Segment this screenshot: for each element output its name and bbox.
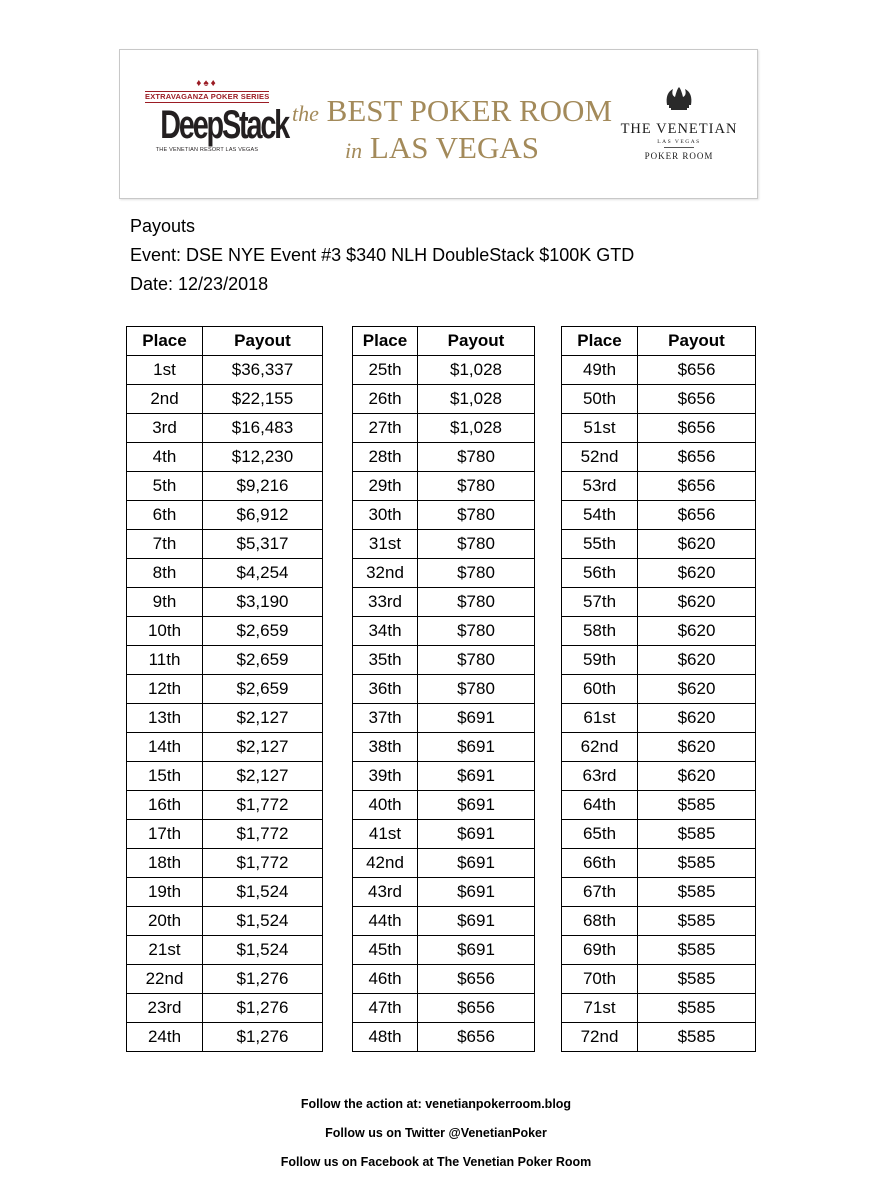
place-cell: 21st <box>127 936 203 965</box>
place-cell: 3rd <box>127 414 203 443</box>
place-cell: 14th <box>127 733 203 762</box>
table-row <box>353 791 535 820</box>
place-cell: 46th <box>353 965 418 994</box>
table-row <box>127 472 323 501</box>
payout-cell: $2,127 <box>203 762 323 791</box>
deepstack-brand: DeepStack <box>160 103 289 147</box>
table-row <box>353 443 535 472</box>
payout-cell: $780 <box>418 472 535 501</box>
place-cell: 51st <box>562 414 638 443</box>
place-cell: 54th <box>562 501 638 530</box>
place-cell: 8th <box>127 559 203 588</box>
payout-cell: $656 <box>418 1023 535 1052</box>
table-row <box>562 936 756 965</box>
place-cell: 5th <box>127 472 203 501</box>
event-name: Event: DSE NYE Event #3 $340 NLH DoubleStack $100K GTD <box>130 245 635 265</box>
place-cell: 27th <box>353 414 418 443</box>
table-row <box>562 385 756 414</box>
payout-cell: $585 <box>638 878 756 907</box>
place-cell: 57th <box>562 588 638 617</box>
payout-column-header: Payout <box>638 327 756 356</box>
place-cell: 1st <box>127 356 203 385</box>
table-row <box>353 907 535 936</box>
payout-cell: $691 <box>418 733 535 762</box>
payout-cell: $585 <box>638 936 756 965</box>
payout-cell: $6,912 <box>203 501 323 530</box>
payout-cell: $1,772 <box>203 820 323 849</box>
place-cell: 67th <box>562 878 638 907</box>
place-cell: 68th <box>562 907 638 936</box>
table-row <box>562 820 756 849</box>
table-row <box>353 646 535 675</box>
place-cell: 29th <box>353 472 418 501</box>
payout-cell: $585 <box>638 907 756 936</box>
place-cell: 35th <box>353 646 418 675</box>
place-cell: 58th <box>562 617 638 646</box>
table-row <box>562 646 756 675</box>
place-cell: 31st <box>353 530 418 559</box>
winged-lion-icon <box>659 83 699 113</box>
table-row <box>562 762 756 791</box>
table-row <box>127 994 323 1023</box>
payout-cell: $1,524 <box>203 936 323 965</box>
table-row <box>353 530 535 559</box>
place-cell: 4th <box>127 443 203 472</box>
table-row <box>127 762 323 791</box>
slogan-line-2: in LAS VEGAS <box>345 130 539 165</box>
footer-blog-link: Follow the action at: venetianpokerroom.blog <box>300 1097 572 1111</box>
place-cell: 19th <box>127 878 203 907</box>
payout-cell: $585 <box>638 791 756 820</box>
venetian-room: POKER ROOM <box>644 151 714 161</box>
table-row <box>562 617 756 646</box>
payout-cell: $1,028 <box>418 356 535 385</box>
payout-table-2 <box>352 326 535 1052</box>
payout-table-3 <box>561 326 756 1052</box>
payout-cell: $12,230 <box>203 443 323 472</box>
payout-cell: $780 <box>418 530 535 559</box>
payout-cell: $585 <box>638 1023 756 1052</box>
payout-cell: $1,524 <box>203 907 323 936</box>
place-cell: 55th <box>562 530 638 559</box>
table-row <box>353 385 535 414</box>
place-cell: 20th <box>127 907 203 936</box>
payout-cell: $656 <box>418 994 535 1023</box>
payout-cell: $1,524 <box>203 878 323 907</box>
table-row <box>353 472 535 501</box>
table-row <box>127 559 323 588</box>
place-cell: 65th <box>562 820 638 849</box>
place-cell: 34th <box>353 617 418 646</box>
place-cell: 28th <box>353 443 418 472</box>
table-row <box>353 617 535 646</box>
payout-column-header: Payout <box>418 327 535 356</box>
deepstack-logo <box>142 78 289 170</box>
place-cell: 2nd <box>127 385 203 414</box>
payout-cell: $36,337 <box>203 356 323 385</box>
payout-cell: $2,659 <box>203 646 323 675</box>
table-row <box>127 675 323 704</box>
payout-cell: $1,276 <box>203 1023 323 1052</box>
payout-cell: $585 <box>638 849 756 878</box>
place-cell: 11th <box>127 646 203 675</box>
place-cell: 52nd <box>562 443 638 472</box>
payout-cell: $585 <box>638 965 756 994</box>
place-cell: 7th <box>127 530 203 559</box>
payout-cell: $780 <box>418 588 535 617</box>
payout-cell: $656 <box>638 501 756 530</box>
payout-cell: $9,216 <box>203 472 323 501</box>
venetian-name: THE VENETIAN <box>620 121 738 137</box>
payout-cell: $585 <box>638 994 756 1023</box>
table-row <box>127 1023 323 1052</box>
banner-slogan <box>292 93 613 168</box>
place-cell: 70th <box>562 965 638 994</box>
table-row <box>127 646 323 675</box>
place-cell: 15th <box>127 762 203 791</box>
table-header-row <box>353 327 535 356</box>
table-row <box>353 501 535 530</box>
place-cell: 69th <box>562 936 638 965</box>
page-title: Payouts <box>130 216 196 236</box>
table-row <box>353 936 535 965</box>
payout-cell: $780 <box>418 617 535 646</box>
payout-cell: $691 <box>418 878 535 907</box>
payout-cell: $2,127 <box>203 733 323 762</box>
payout-cell: $780 <box>418 646 535 675</box>
place-cell: 36th <box>353 675 418 704</box>
table-row <box>127 617 323 646</box>
place-cell: 25th <box>353 356 418 385</box>
table-row <box>562 733 756 762</box>
table-row <box>562 791 756 820</box>
payout-cell: $1,772 <box>203 849 323 878</box>
place-cell: 39th <box>353 762 418 791</box>
payout-cell: $656 <box>418 965 535 994</box>
place-cell: 41st <box>353 820 418 849</box>
payout-cell: $5,317 <box>203 530 323 559</box>
table-row <box>353 704 535 733</box>
table-row <box>127 878 323 907</box>
table-row <box>562 849 756 878</box>
footer-twitter: Follow us on Twitter @VenetianPoker <box>325 1126 547 1140</box>
payout-cell: $620 <box>638 559 756 588</box>
table-row <box>353 878 535 907</box>
payout-cell: $656 <box>638 472 756 501</box>
place-cell: 23rd <box>127 994 203 1023</box>
deepstack-series-label: EXTRAVAGANZA POKER SERIES <box>145 92 270 101</box>
venetian-divider <box>664 147 694 148</box>
place-cell: 43rd <box>353 878 418 907</box>
place-cell: 9th <box>127 588 203 617</box>
payout-cell: $2,659 <box>203 675 323 704</box>
table-row <box>353 820 535 849</box>
table-row <box>127 907 323 936</box>
place-cell: 66th <box>562 849 638 878</box>
table-row <box>127 530 323 559</box>
table-row <box>127 356 323 385</box>
payout-cell: $2,127 <box>203 704 323 733</box>
place-cell: 47th <box>353 994 418 1023</box>
payout-cell: $780 <box>418 443 535 472</box>
table-row <box>353 414 535 443</box>
payout-cell: $1,772 <box>203 791 323 820</box>
place-cell: 48th <box>353 1023 418 1052</box>
place-cell: 42nd <box>353 849 418 878</box>
place-cell: 26th <box>353 385 418 414</box>
place-cell: 45th <box>353 936 418 965</box>
payout-cell: $620 <box>638 530 756 559</box>
place-cell: 16th <box>127 791 203 820</box>
place-cell: 6th <box>127 501 203 530</box>
table-row <box>127 414 323 443</box>
payout-cell: $22,155 <box>203 385 323 414</box>
table-row <box>353 588 535 617</box>
place-cell: 63rd <box>562 762 638 791</box>
payout-cell: $691 <box>418 907 535 936</box>
payout-cell: $3,190 <box>203 588 323 617</box>
place-cell: 71st <box>562 994 638 1023</box>
table-row <box>127 443 323 472</box>
place-cell: 10th <box>127 617 203 646</box>
table-row <box>353 356 535 385</box>
place-cell: 53rd <box>562 472 638 501</box>
table-header-row <box>562 327 756 356</box>
place-cell: 37th <box>353 704 418 733</box>
table-row <box>353 762 535 791</box>
table-row <box>353 965 535 994</box>
footer-facebook: Follow us on Facebook at The Venetian Poker Room <box>280 1155 592 1169</box>
payout-cell: $2,659 <box>203 617 323 646</box>
table-row <box>127 501 323 530</box>
table-row <box>562 1023 756 1052</box>
table-row <box>562 965 756 994</box>
payout-cell: $656 <box>638 443 756 472</box>
place-column-header: Place <box>562 327 638 356</box>
place-cell: 38th <box>353 733 418 762</box>
table-row <box>127 936 323 965</box>
payout-cell: $4,254 <box>203 559 323 588</box>
place-cell: 44th <box>353 907 418 936</box>
table-row <box>562 704 756 733</box>
payout-cell: $1,276 <box>203 965 323 994</box>
payout-cell: $1,028 <box>418 414 535 443</box>
payout-cell: $780 <box>418 675 535 704</box>
payout-cell: $620 <box>638 588 756 617</box>
table-row <box>562 443 756 472</box>
table-row <box>127 385 323 414</box>
table-row <box>562 559 756 588</box>
table-row <box>127 791 323 820</box>
table-row <box>353 1023 535 1052</box>
place-cell: 32nd <box>353 559 418 588</box>
place-cell: 18th <box>127 849 203 878</box>
table-row <box>562 588 756 617</box>
place-cell: 22nd <box>127 965 203 994</box>
payout-cell: $620 <box>638 675 756 704</box>
payout-cell: $691 <box>418 791 535 820</box>
payout-cell: $620 <box>638 704 756 733</box>
place-column-header: Place <box>127 327 203 356</box>
payout-cell: $620 <box>638 762 756 791</box>
payout-cell: $691 <box>418 849 535 878</box>
table-row <box>562 907 756 936</box>
place-column-header: Place <box>353 327 418 356</box>
card-suits-icon: ♦♠♦ <box>196 78 218 89</box>
payout-cell: $620 <box>638 733 756 762</box>
place-cell: 72nd <box>562 1023 638 1052</box>
table-row <box>562 994 756 1023</box>
place-cell: 12th <box>127 675 203 704</box>
payout-cell: $620 <box>638 617 756 646</box>
table-row <box>127 820 323 849</box>
table-row <box>127 704 323 733</box>
table-row <box>353 733 535 762</box>
table-row <box>127 733 323 762</box>
table-row <box>353 994 535 1023</box>
place-cell: 30th <box>353 501 418 530</box>
table-row <box>353 849 535 878</box>
place-cell: 62nd <box>562 733 638 762</box>
table-row <box>127 588 323 617</box>
place-cell: 40th <box>353 791 418 820</box>
payout-cell: $780 <box>418 501 535 530</box>
table-row <box>562 501 756 530</box>
place-cell: 59th <box>562 646 638 675</box>
table-row <box>562 356 756 385</box>
header-banner <box>119 49 758 199</box>
table-row <box>353 675 535 704</box>
place-cell: 61st <box>562 704 638 733</box>
payout-cell: $691 <box>418 936 535 965</box>
payout-cell: $780 <box>418 559 535 588</box>
payout-cell: $691 <box>418 762 535 791</box>
place-cell: 50th <box>562 385 638 414</box>
table-row <box>127 849 323 878</box>
table-row <box>562 878 756 907</box>
table-row <box>562 530 756 559</box>
payout-cell: $16,483 <box>203 414 323 443</box>
table-row <box>353 559 535 588</box>
place-cell: 24th <box>127 1023 203 1052</box>
payout-cell: $691 <box>418 704 535 733</box>
place-cell: 13th <box>127 704 203 733</box>
place-cell: 64th <box>562 791 638 820</box>
table-row <box>562 414 756 443</box>
payout-table-1 <box>126 326 323 1052</box>
event-date: Date: 12/23/2018 <box>130 274 269 294</box>
payout-column-header: Payout <box>203 327 323 356</box>
table-row <box>562 675 756 704</box>
payout-cell: $656 <box>638 356 756 385</box>
payout-cell: $691 <box>418 820 535 849</box>
place-cell: 17th <box>127 820 203 849</box>
payout-cell: $656 <box>638 385 756 414</box>
venetian-logo <box>614 83 744 161</box>
payout-cell: $656 <box>638 414 756 443</box>
place-cell: 56th <box>562 559 638 588</box>
payout-cell: $620 <box>638 646 756 675</box>
place-cell: 60th <box>562 675 638 704</box>
payout-cell: $1,028 <box>418 385 535 414</box>
payout-cell: $585 <box>638 820 756 849</box>
table-header-row <box>127 327 323 356</box>
venetian-sub: LAS VEGAS <box>657 139 701 145</box>
place-cell: 33rd <box>353 588 418 617</box>
place-cell: 49th <box>562 356 638 385</box>
table-row <box>562 472 756 501</box>
slogan-line-1: the BEST POKER ROOM <box>292 93 613 128</box>
deepstack-tagline: THE VENETIAN RESORT LAS VEGAS <box>155 147 259 153</box>
table-row <box>127 965 323 994</box>
payout-cell: $1,276 <box>203 994 323 1023</box>
